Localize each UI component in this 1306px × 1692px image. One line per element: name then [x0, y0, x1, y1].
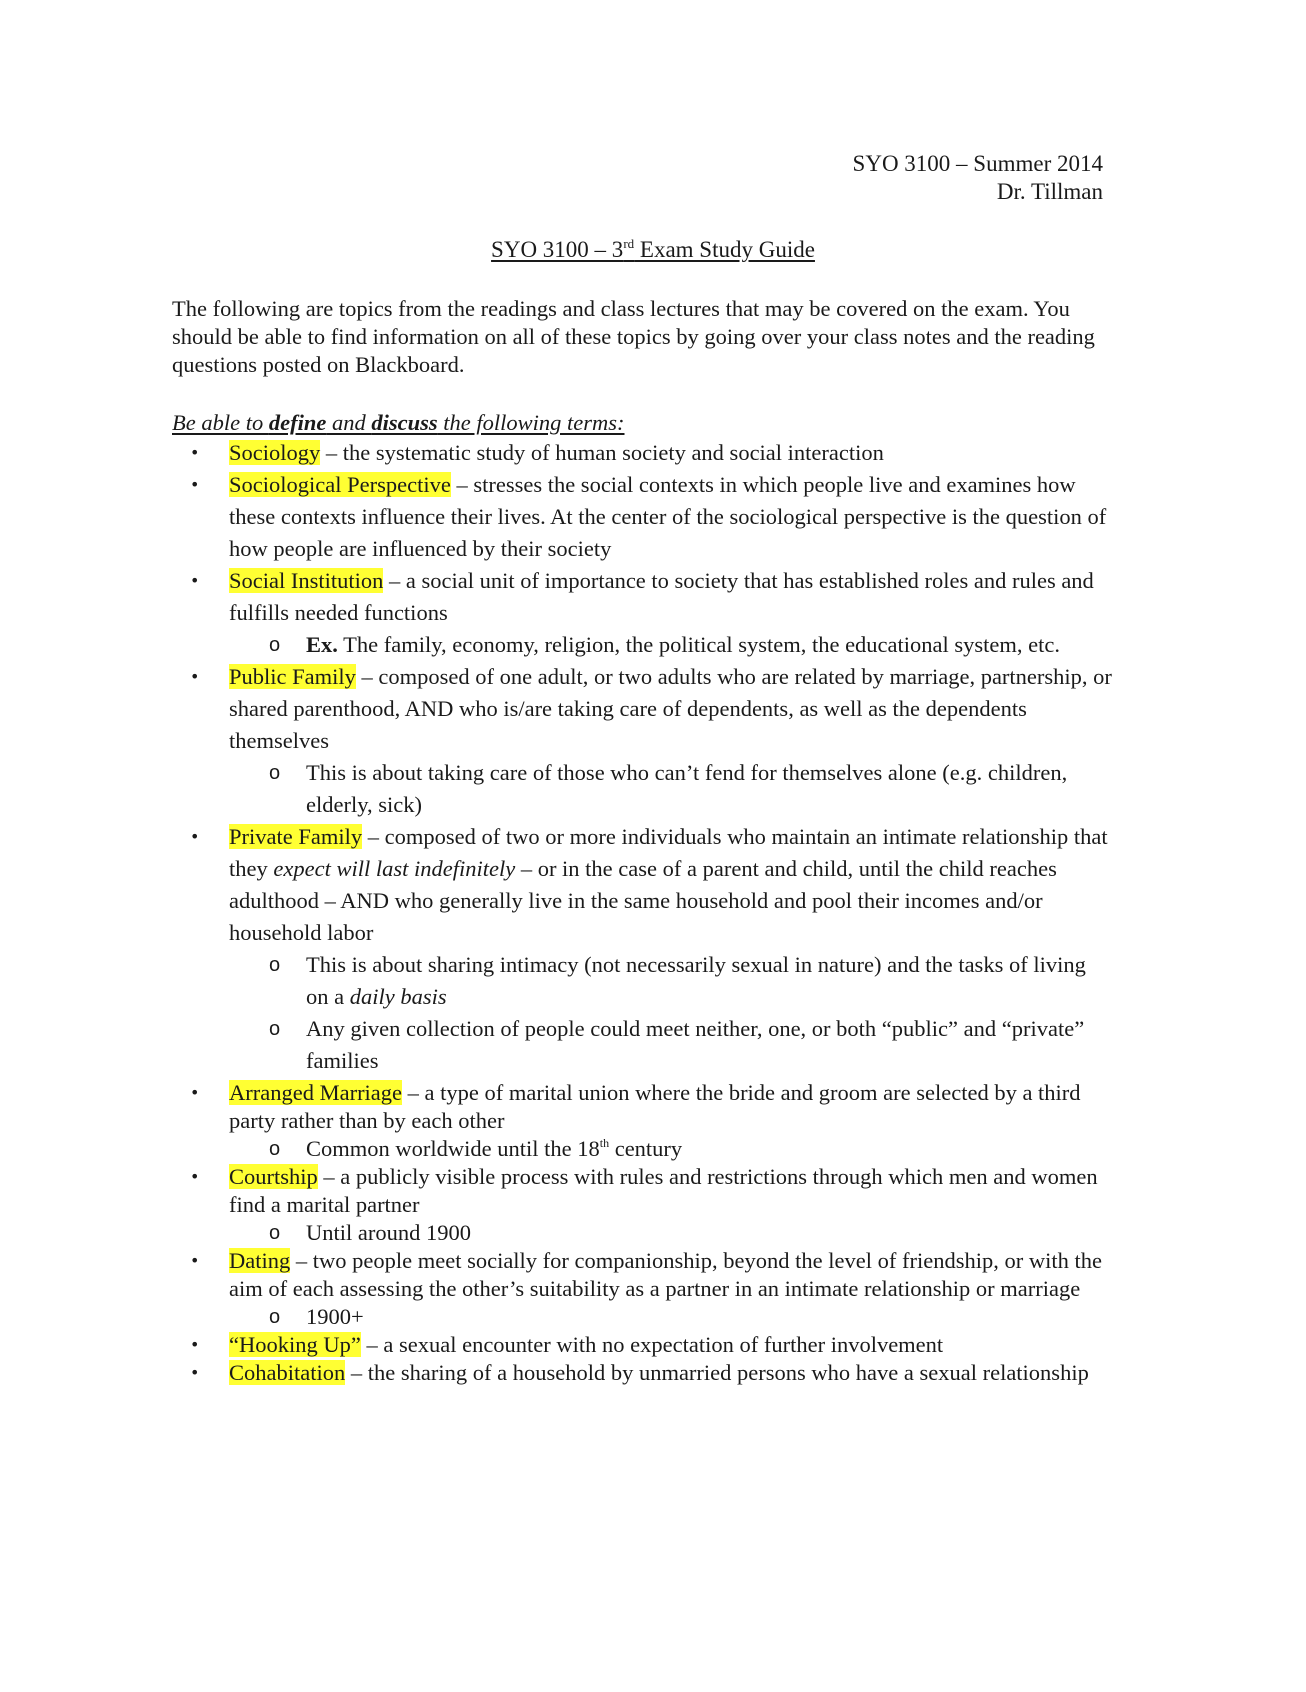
sub-item — [172, 1135, 1112, 1163]
sub-text: Until around 1900 — [306, 1220, 471, 1245]
sub-text: This is about taking care of those who can’t fend for themselves alone (e.g. children, elderly, sick) — [306, 760, 1068, 817]
term-text — [229, 1359, 1112, 1387]
instruction-part: the following terms: — [437, 410, 625, 435]
sub-item — [172, 949, 1112, 1013]
term-text — [229, 1163, 1112, 1219]
term-text — [229, 1331, 1112, 1359]
sub-bullet-icon: o — [269, 954, 281, 976]
term-definition: – the systematic study of human society and social interaction — [320, 440, 884, 465]
term-definition: – the sharing of a household by unmarried persons who have a sexual relationship — [345, 1360, 1089, 1385]
sub-item — [172, 757, 1112, 821]
sub-item — [172, 629, 1112, 661]
bullet-icon: • — [190, 571, 200, 590]
term-item — [172, 1247, 1112, 1303]
sub-text-italic: daily basis — [349, 984, 447, 1009]
term-definition: – a social unit of importance to society that has established roles and rules and fulfills needed functions — [229, 568, 1094, 625]
sub-text-body: century — [609, 1136, 683, 1161]
term-item — [172, 1079, 1112, 1135]
sub-item — [172, 1303, 1112, 1331]
intro-paragraph: The following are topics from the readings and class lectures that may be covered on the exam. You should be able to find information on all of these topics by going over your class notes and the reading questions posted on Blackboard. — [172, 296, 1095, 377]
term-definition: – a type of marital union where the bride and groom are selected by a third party rather than by each other — [229, 1080, 1081, 1133]
term-text — [229, 565, 1112, 629]
term-definition-italic: expect will last indefinitely — [273, 856, 516, 881]
term-name: Private Family — [229, 824, 363, 849]
term-item — [172, 1331, 1112, 1359]
sub-bullet-icon: o — [269, 762, 281, 784]
term-definition: – or in the case of a parent and child, until the child reaches adulthood – AND who generally live in the same household and pool their incomes and/or household labor — [229, 856, 1057, 945]
term-text — [229, 821, 1112, 949]
bullet-icon: • — [190, 827, 200, 846]
sub-text — [306, 952, 1086, 1009]
term-name: Courtship — [229, 1164, 318, 1189]
sub-text — [306, 1136, 682, 1161]
bullet-icon: • — [190, 667, 200, 686]
title-ordinal: rd — [623, 236, 635, 251]
title-prefix: SYO 3100 – 3 — [491, 237, 624, 262]
bullet-icon: • — [190, 1363, 200, 1382]
document-header — [853, 150, 1103, 206]
sub-bullet-icon: o — [269, 1222, 281, 1244]
sub-bullet-icon: o — [269, 1018, 281, 1040]
sub-bullet-icon: o — [269, 634, 281, 656]
term-definition: – a publicly visible process with rules and restrictions through which men and women find a marital partner — [229, 1164, 1098, 1217]
instructor-name: Dr. Tillman — [996, 179, 1103, 204]
term-text — [229, 437, 1112, 469]
sub-item — [172, 1013, 1112, 1077]
term-text — [229, 1079, 1112, 1135]
sub-text-sup: th — [599, 1136, 610, 1150]
term-definition: – two people meet socially for companionship, beyond the level of friendship, or with the aim of each assessing the other’s suitability as a partner in an intimate relationship or marriage — [229, 1248, 1102, 1301]
title-suffix: Exam Study Guide — [634, 237, 815, 262]
bullet-icon: • — [190, 1335, 200, 1354]
term-name: Social Institution — [229, 568, 384, 593]
term-name: Public Family — [229, 664, 356, 689]
instruction-line — [172, 409, 625, 437]
term-item — [172, 1359, 1112, 1387]
term-item — [172, 661, 1112, 757]
sub-bullet-icon: o — [269, 1306, 281, 1328]
sub-text: 1900+ — [306, 1304, 364, 1329]
bullet-icon: • — [190, 1083, 200, 1102]
instruction-bold: define — [268, 410, 327, 435]
term-name: “Hooking Up” — [229, 1332, 361, 1357]
term-name: Cohabitation — [229, 1360, 346, 1385]
sub-text — [306, 632, 1060, 657]
page-title — [0, 236, 1306, 264]
term-text — [229, 469, 1112, 565]
term-text — [229, 661, 1112, 757]
term-item — [172, 437, 1112, 469]
bullet-icon: • — [190, 443, 200, 462]
term-definition: – composed of one adult, or two adults who are related by marriage, partnership, or shared parenthood, AND who is/are taking care of dependents, as well as the dependents themselves — [229, 664, 1112, 753]
term-item — [172, 469, 1112, 565]
sub-item — [172, 1219, 1112, 1247]
term-definition: – a sexual encounter with no expectation of further involvement — [360, 1332, 944, 1357]
title-text — [491, 237, 815, 262]
bullet-icon: • — [190, 1251, 200, 1270]
bullet-icon: • — [190, 1167, 200, 1186]
term-text — [229, 1247, 1112, 1303]
term-name: Sociological Perspective — [229, 472, 451, 497]
term-item — [172, 821, 1112, 949]
sub-text-body: This is about sharing intimacy (not necessarily sexual in nature) and the tasks of living on a — [306, 952, 1086, 1009]
terms-list — [172, 437, 1112, 1387]
sub-bullet-icon: o — [269, 1138, 281, 1160]
term-item — [172, 1163, 1112, 1219]
instruction-part: and — [326, 410, 372, 435]
term-name: Arranged Marriage — [229, 1080, 403, 1105]
sub-text: Any given collection of people could meet neither, one, or both “public” and “private” families — [306, 1016, 1085, 1073]
course-term: SYO 3100 – Summer 2014 — [852, 151, 1103, 176]
sub-text-body: Common worldwide until the 18 — [306, 1136, 600, 1161]
term-name: Dating — [229, 1248, 291, 1273]
instruction-part: Be able to — [172, 410, 269, 435]
term-name: Sociology — [229, 440, 321, 465]
term-item — [172, 565, 1112, 629]
term-definition: – stresses the social contexts in which people live and examines how these contexts influence their lives. At the center of the sociological perspective is the question of how people are influenced by their society — [229, 472, 1107, 561]
sub-label: Ex. — [306, 632, 338, 657]
bullet-icon: • — [190, 475, 200, 494]
term-definition: – composed of two or more individuals who maintain an intimate relationship that they — [229, 824, 1108, 881]
instruction-bold: discuss — [371, 410, 438, 435]
sub-text-body: The family, economy, religion, the political system, the educational system, etc. — [337, 632, 1060, 657]
